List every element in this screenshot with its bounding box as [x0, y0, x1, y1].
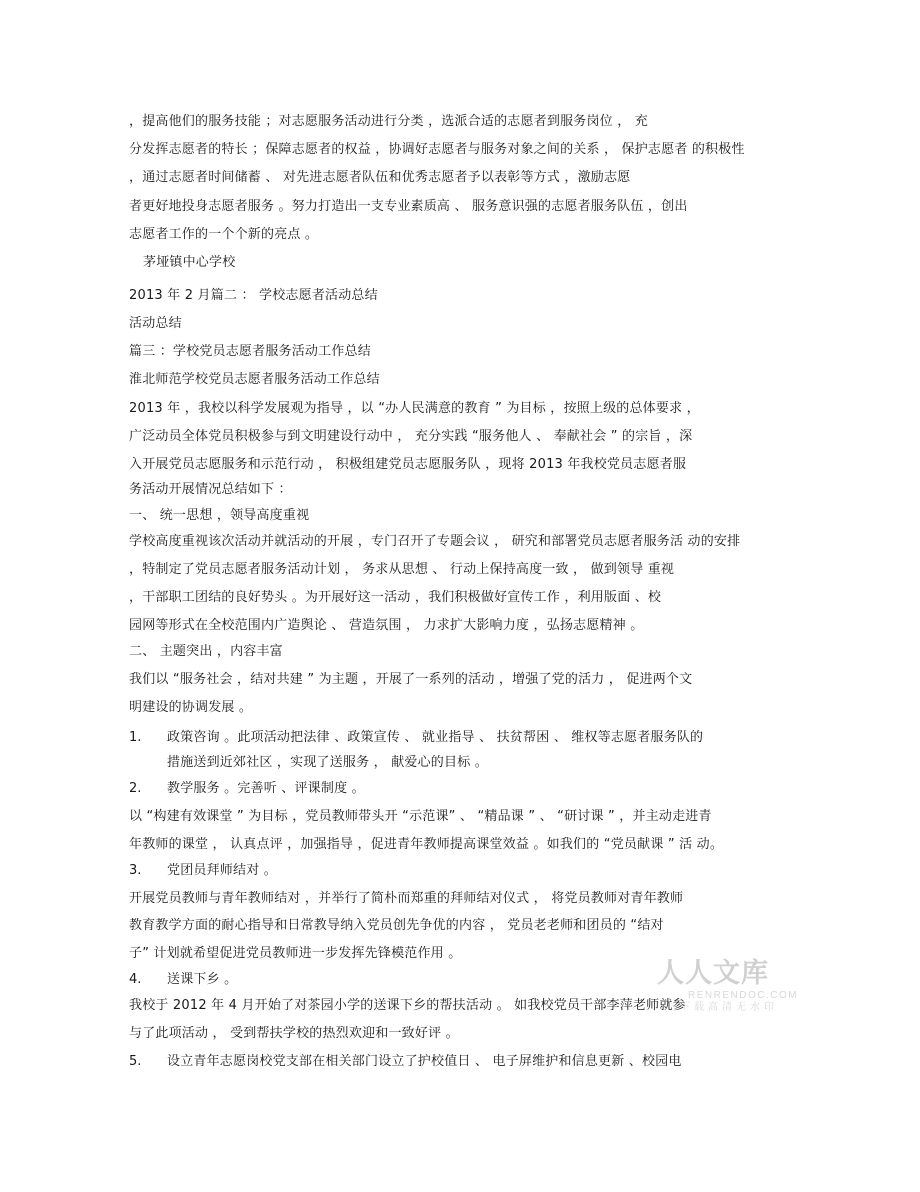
- text-line: 明建设的协调发展 。: [129, 700, 253, 715]
- text-line: 子” 计划就希望促进党员教师进一步发挥先锋模范作用 。: [129, 946, 462, 961]
- watermark: [648, 958, 799, 1028]
- text-line: 学校高度重视该次活动并就活动的开展 ，专门召开了专题会议 ， 研究和部署党员志愿者服务活 动的安排: [129, 534, 741, 549]
- list-number: 4.: [129, 972, 142, 987]
- text-line: ，提高他们的服务技能 ；对志愿服务活动进行分类 ，选派合适的志愿者到服务岗位 ， 充: [129, 114, 648, 129]
- document-title: 淮北师范学校党员志愿者服务活动工作总结: [129, 372, 380, 387]
- text-line: ，干部职工团结的良好势头 。为开展好这一活动 ，我们积极做好宣传工作 ，利用版面 、校: [129, 590, 662, 605]
- text-line: ，特制定了党员志愿者服务活动计划 ， 务求从思想 、 行动上保持高度一致 ， 做到领导 重视: [129, 562, 675, 577]
- list-item: 政策咨询 。此项活动把法律 、政策宣传 、 就业指导 、 扶贫帮困 、 维权等志愿者服务队的: [167, 730, 704, 745]
- text-line: 2013 年 ，我校以科学发展观为指导 ，以 “办人民满意的教育 ” 为目标 ，按照上级的总体要求 ，: [129, 401, 700, 416]
- list-item: 送课下乡 。: [167, 972, 238, 987]
- list-number: 1.: [129, 730, 142, 745]
- text-line: 2013 年 2 月篇二 ： 学校志愿者活动总结: [129, 288, 378, 303]
- text-line: 志愿者工作的一个个新的亮点 。: [129, 227, 319, 242]
- list-item: 教学服务 。完善听 、评课制度 。: [167, 781, 365, 796]
- list-item: 党团员拜师结对 。: [167, 863, 277, 878]
- text-line: 入开展党员志愿服务和示范行动 ， 积极组建党员志愿服务队 ，现将 2013 年我校党员志愿者服: [129, 457, 687, 472]
- text-line: ，通过志愿者时间储蓄 、 对先进志愿者队伍和优秀志愿者予以表彰等方式 ，激励志愿: [129, 170, 631, 185]
- text-line: 教育教学方面的耐心指导和日常教导纳入党员创先争优的内容 ， 党员老老师和团员的 “结对: [129, 918, 664, 933]
- text-line: 广泛动员全体党员积极参与到文明建设行动中 ， 充分实践 “服务他人 、 奉献社会 ” 的宗旨 ，深: [129, 429, 693, 444]
- text-line: 我们以 “服务社会 ，结对共建 ” 为主题 ，开展了一系列的活动 ，增强了党的活力 ， 促进两个文: [129, 672, 693, 687]
- watermark-title: 人人文库: [657, 958, 769, 989]
- section-title: 篇三 ：学校党员志愿者服务活动工作总结: [129, 344, 371, 359]
- list-number: 5.: [129, 1054, 142, 1069]
- section-title: 活动总结: [129, 316, 182, 331]
- text-line: 年教师的课堂 ， 认真点评 ，加强指导 ，促进青年教师提高课堂效益 。如我们的 “党员献课 ” 活 动。: [129, 837, 724, 852]
- text-line: 我校于 2012 年 4 月开始了对茶园小学的送课下乡的帮扶活动 。 如我校党员干部李萍老师就参: [129, 998, 686, 1013]
- heading-2: 二、 主题突出 ，内容丰富: [129, 644, 283, 659]
- text-line: 务活动开展情况总结如下 ：: [129, 482, 292, 497]
- text-line: 与了此项活动 ， 受到帮扶学校的热烈欢迎和一致好评 。: [129, 1026, 459, 1041]
- text-line: 园网等形式在全校范围内广造舆论 、 营造氛围 ， 力求扩大影响力度 ，弘扬志愿精神 。: [129, 618, 644, 633]
- heading-1: 一、 统一思想 ，领导高度重视: [129, 508, 310, 523]
- watermark-domain: RENRENDOC.COM: [688, 990, 799, 1001]
- list-number: 2.: [129, 781, 142, 796]
- list-number: 3.: [129, 863, 142, 878]
- watermark-tagline: 下载高清无水印: [680, 1002, 778, 1013]
- text-line: 者更好地投身志愿者服务 。努力打造出一支专业素质高 、 服务意识强的志愿者服务队伍 ，创出: [129, 199, 688, 214]
- list-item: 设立青年志愿岗校党支部在相关部门设立了护校值日 、 电子屏维护和信息更新 、校园电: [167, 1054, 682, 1069]
- text-line: 开展党员教师与青年教师结对 ，并举行了简朴而郑重的拜师结对仪式 ， 将党员教师对青年教师: [129, 891, 684, 906]
- school-name: 茅垭镇中心学校: [143, 255, 236, 270]
- text-line: 分发挥志愿者的特长 ；保障志愿者的权益 ，协调好志愿者与服务对象之间的关系 ， 保护志愿者 的积极性: [129, 142, 745, 157]
- text-line: 以 “构建有效课堂 ” 为目标 ，党员教师带头开 “示范课” 、 “精品课 ” 、 “研讨课 ” ，并主动走进青: [129, 809, 712, 824]
- list-item: 措施送到近郊社区 ，实现了送服务 ， 献爱心的目标 。: [167, 755, 488, 770]
